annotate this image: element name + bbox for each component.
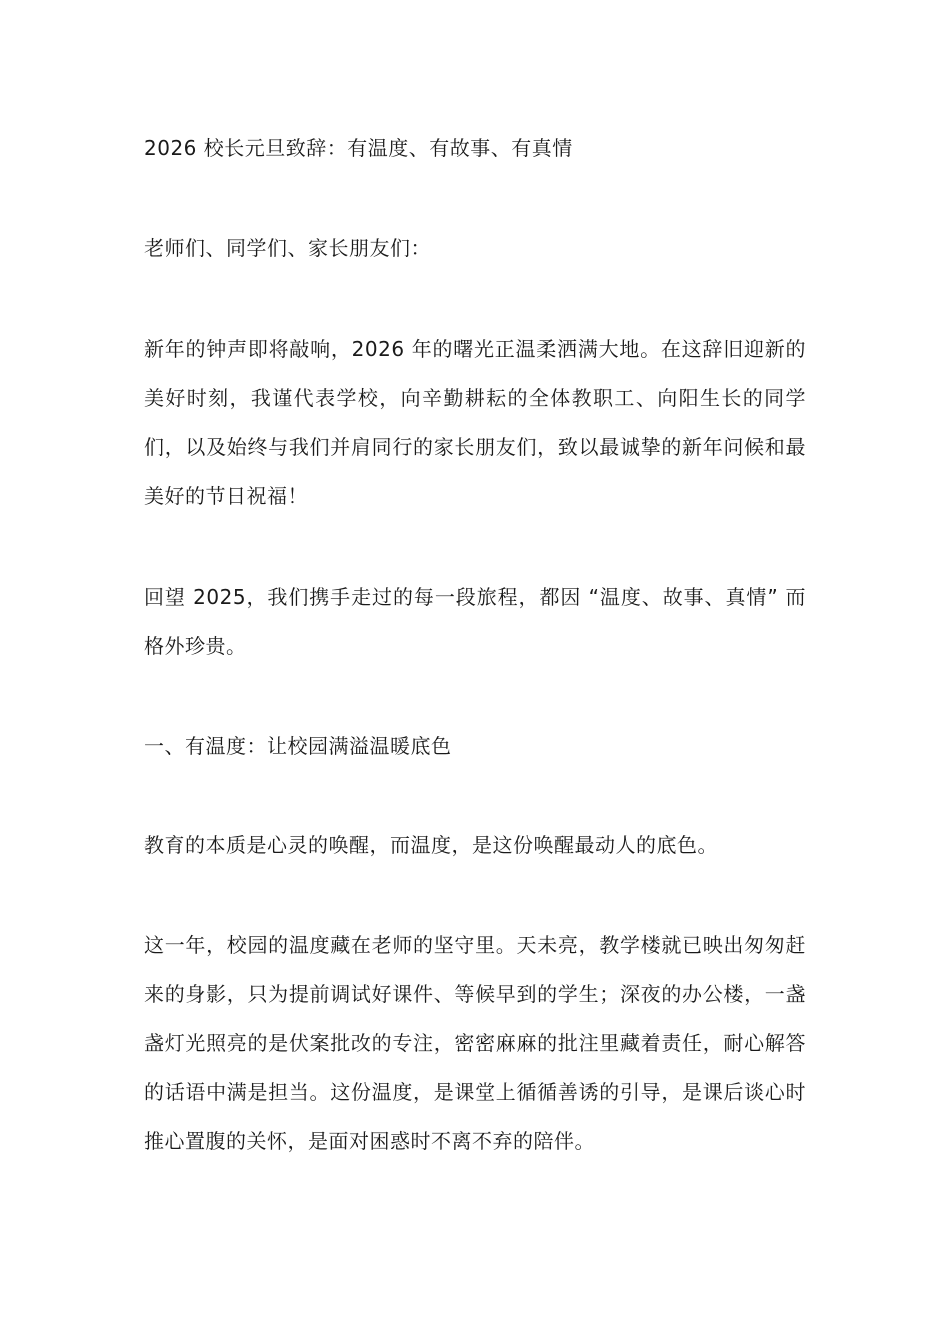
greeting-line: 老师们、同学们、家长朋友们： bbox=[144, 236, 431, 260]
paragraph-education-essence: 教育的本质是心灵的唤醒，而温度，是这份唤醒最动人的底色。 bbox=[144, 833, 718, 857]
section-heading: 一、有温度：让校园满溢温暖底色 bbox=[144, 734, 452, 758]
paragraph-look-back: 回望 2025，我们携手走过的每一段旅程，都因 “温度、故事、真情” 而格外珍贵。 bbox=[144, 585, 806, 658]
paragraph-new-year-wishes: 新年的钟声即将敲响，2026 年的曙光正温柔洒满大地。在这辞旧迎新的美好时刻，我谨代表学校，向辛勤耕耘的全体教职工、向阳生长的同学们，以及始终与我们并肩同行的家长朋友们，致以最诚挚的新年问候和最美好的节日祝福！ bbox=[144, 337, 806, 508]
document-title: 2026 校长元旦致辞：有温度、有故事、有真情 bbox=[144, 136, 573, 160]
paragraph-teacher-dedication: 这一年，校园的温度藏在老师的坚守里。天未亮，教学楼就已映出匆匆赶来的身影，只为提前调试好课件、等候早到的学生；深夜的办公楼，一盏盏灯光照亮的是伏案批改的专注，密密麻麻的批注里藏着责任，耐心解答的话语中满是担当。这份温度，是课堂上循循善诱的引导，是课后谈心时推心置腹的关怀，是面对困惑时不离不弃的陪伴。 bbox=[144, 933, 806, 1153]
